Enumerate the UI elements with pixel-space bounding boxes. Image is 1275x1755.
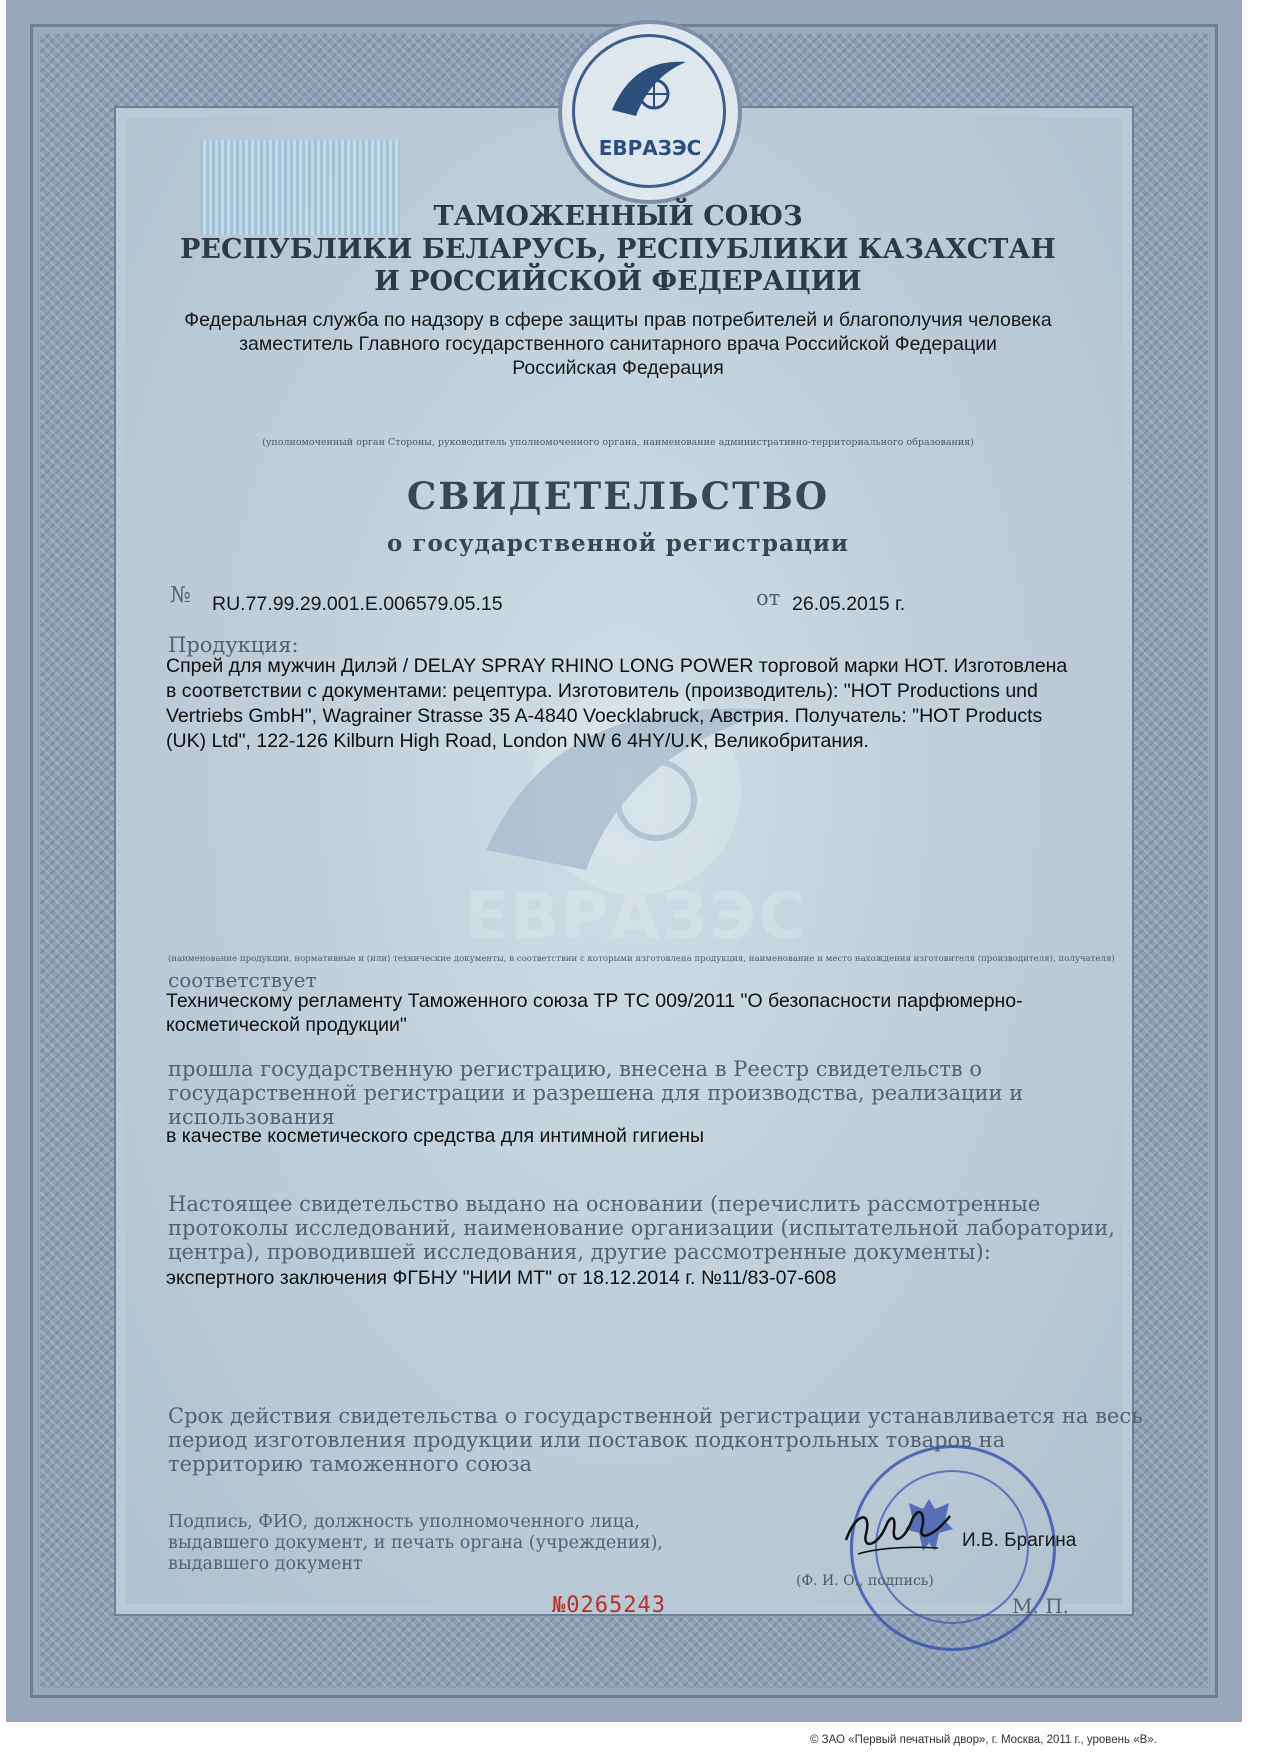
conformity-line-2: косметической продукции" <box>166 1014 407 1036</box>
signature-caption: (Ф. И. О., подпись) <box>796 1573 934 1589</box>
signature-label-2: выдавшего документ, и печать органа (учреждения), <box>168 1533 663 1553</box>
authority-line-2: заместитель Главного государственного санитарного врача Российской Федерации <box>239 333 997 355</box>
org-line-2: РЕСПУБЛИКИ БЕЛАРУСЬ, РЕСПУБЛИКИ КАЗАХСТАН <box>180 234 1056 265</box>
product-label: Продукция: <box>168 633 299 657</box>
product-line-2: в соответствии с документами: рецептура. Изготовитель (производитель): "HOT Productions und <box>166 680 1038 702</box>
document-subtitle: о государственной регистрации <box>387 530 849 557</box>
authority-line-1: Федеральная служба по надзору в сфере защиты прав потребителей и благополучия человека <box>184 309 1052 331</box>
date-label: от <box>756 586 781 610</box>
basis-line-1: Настоящее свидетельство выдано на основании (перечислить рассмотренные <box>168 1192 1041 1216</box>
serial-number: №0265243 <box>552 1593 666 1618</box>
product-line-1: Спрей для мужчин Дилэй / DELAY SPRAY RHINO LONG POWER торговой марки HOT. Изготовлена <box>166 655 1068 677</box>
signatory-name: И.В. Брагина <box>962 1530 1077 1551</box>
org-line-1: ТАМОЖЕННЫЙ СОЮЗ <box>433 201 803 232</box>
signature-label-3: выдавшего документ <box>168 1554 363 1574</box>
conformity-line-1: Техническому регламенту Таможенного союза ТР ТС 009/2011 "О безопасности парфюмерно- <box>166 990 1023 1012</box>
conformity-label: соответствует <box>168 968 317 992</box>
validity-line-2: период изготовления продукции или поставок подконтрольных товаров на <box>168 1428 1006 1452</box>
registered-line-3: использования <box>168 1105 335 1129</box>
registered-line-2: государственной регистрации и разрешена для производства, реализации и <box>168 1081 1024 1105</box>
authority-caption: (уполномоченный орган Стороны, руководитель уполномоченного органа, наименование административно-территориального образования) <box>262 437 974 448</box>
basis-line-3: центра), проводившей исследования, другие рассмотренные документы): <box>168 1240 991 1264</box>
logo-emblem-icon <box>606 52 694 132</box>
product-caption: (наименование продукции, нормативные и (или) технические документы, в соответствии с которыми изготовлена продукция, наименование и место нахождения изготовителя (производителя), получателя) <box>168 954 1115 964</box>
org-line-3: И РОССИЙСКОЙ ФЕДЕРАЦИИ <box>374 266 862 297</box>
basis-value: экспертного заключения ФГБНУ "НИИ МТ" от 18.12.2014 г. №11/83-07-608 <box>166 1267 837 1289</box>
signature-label-1: Подпись, ФИО, должность уполномоченного лица, <box>168 1512 640 1532</box>
registered-line-1: прошла государственную регистрацию, внесена в Реестр свидетельств о <box>168 1057 982 1081</box>
registration-date: 26.05.2015 г. <box>792 593 906 615</box>
watermark-text: ЕВРАЗЭС <box>464 880 808 954</box>
validity-line-3: территорию таможенного союза <box>168 1452 533 1476</box>
registration-number: RU.77.99.29.001.E.006579.05.15 <box>212 593 503 615</box>
registered-purpose: в качестве косметического средства для интимной гигиены <box>166 1125 704 1147</box>
product-line-3: Vertriebs GmbH", Wagrainer Strasse 35 A-4840 Voecklabruck, Австрия. Получатель: "HOT Products <box>166 705 1043 727</box>
handwritten-signature-icon <box>838 1490 958 1570</box>
evrazes-logo <box>558 20 742 204</box>
printer-imprint: © ЗАО «Первый печатный двор», г. Москва, 2011 г., уровень «В». <box>810 1734 1157 1746</box>
authority-line-3: Российская Федерация <box>512 357 724 379</box>
product-line-4: (UK) Ltd", 122-126 Kilburn High Road, London NW 6 4HY/U.K, Великобритания. <box>166 730 869 752</box>
number-label: № <box>170 583 191 608</box>
document-title: СВИДЕТЕЛЬСТВО <box>406 474 830 518</box>
stamp-place-label: М. П. <box>1012 1594 1069 1618</box>
validity-line-1: Срок действия свидетельства о государственной регистрации устанавливается на весь <box>168 1404 1143 1428</box>
basis-line-2: протоколы исследований, наименование организации (испытательной лаборатории, <box>168 1216 1115 1240</box>
logo-text: ЕВРАЗЭС <box>598 136 702 160</box>
